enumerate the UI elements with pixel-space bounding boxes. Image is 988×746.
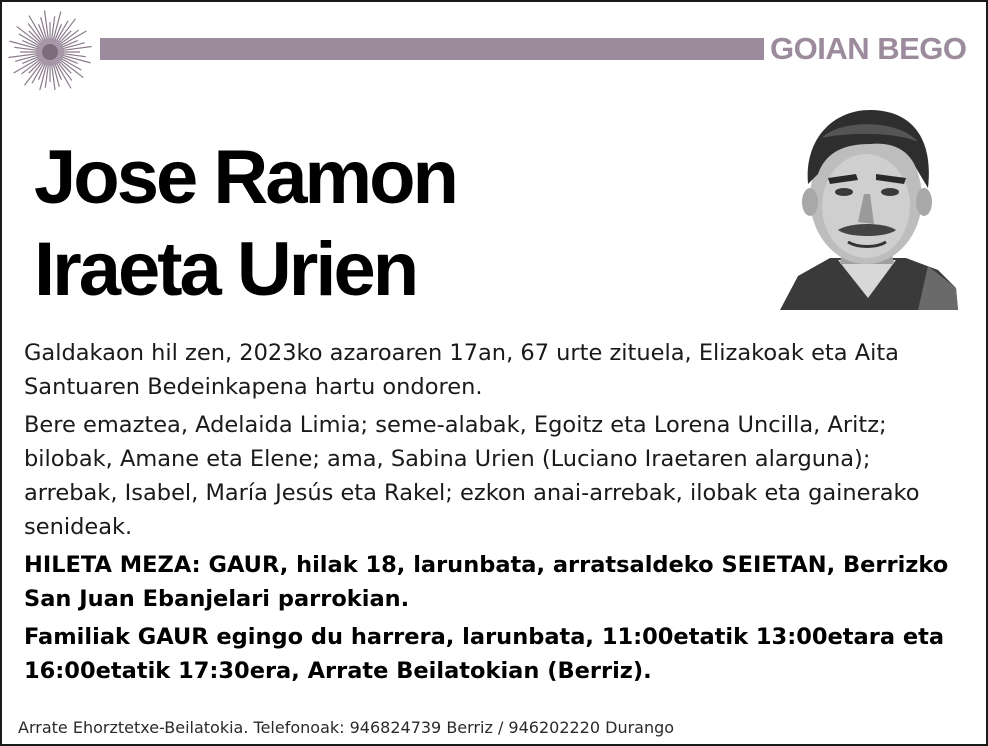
notice-paragraph-family: Bere emaztea, Adelaida Limia; seme-alabak, Egoitz eta Lorena Uncilla, Aritz; bilobak, Amane eta Elene; ama, Sabina Urien (Luciano Iraetaren alarguna); arrebak, Isabel, María Jesús eta Rakel; ezkon anai-arrebak, ilobak eta gainerako senideak. xyxy=(24,412,920,540)
thistle-emblem-icon xyxy=(6,8,92,90)
portrait-photo xyxy=(778,98,958,310)
header-tag: GOIAN BEGO xyxy=(770,31,967,66)
name-line-1: Jose Ramon xyxy=(34,135,456,220)
deceased-name xyxy=(34,132,456,316)
name-line-2: Iraeta Urien xyxy=(34,227,417,312)
header-accent-bar xyxy=(100,38,764,60)
notice-paragraph-funeral: HILETA MEZA: GAUR, hilak 18, larunbata, arratsaldeko SEIETAN, Berrizko San Juan Ebanjelari parrokian. xyxy=(24,552,949,612)
notice-paragraph-reception: Familiak GAUR egingo du harrera, larunbata, 11:00etatik 13:00etara eta 16:00etatik 17:30era, Arrate Beilatokian (Berriz). xyxy=(24,624,945,684)
notice-paragraph-death: Galdakaon hil zen, 2023ko azaroaren 17an, 67 urte zituela, Elizakoak eta Aita Santuaren Bedeinkapena hartu ondoren. xyxy=(24,340,899,400)
notice-body xyxy=(24,336,964,692)
funeral-home-footer: Arrate Ehorztetxe-Beilatokia. Telefonoak: 946824739 Berriz / 946202220 Durango xyxy=(18,718,675,737)
